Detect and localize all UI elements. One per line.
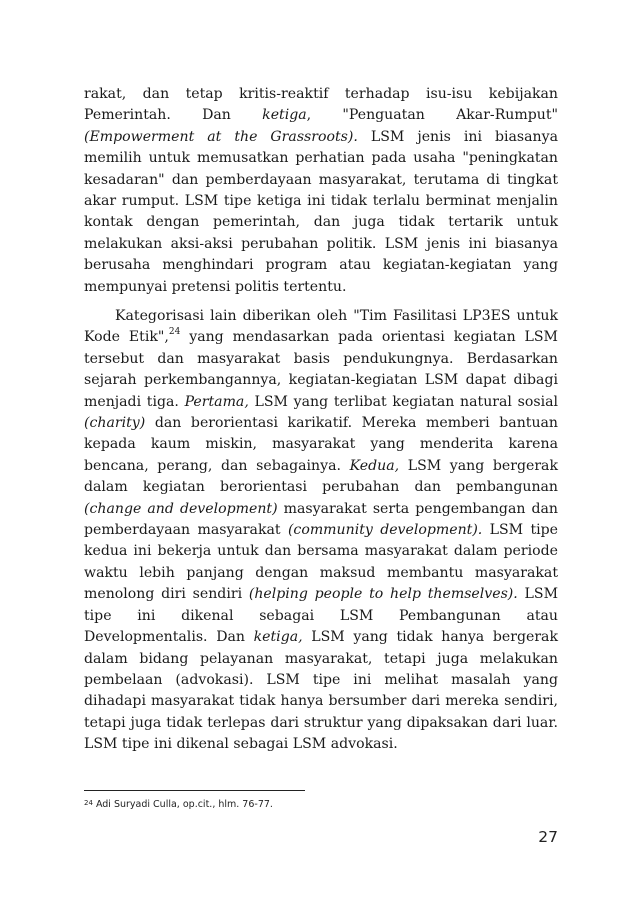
- footnote-divider: [84, 790, 305, 791]
- italic-term: (community development).: [287, 522, 483, 539]
- text-run: masyarakat serta pengembangan dan pemberdayaan masyarakat: [84, 500, 558, 539]
- italic-term: ketiga,: [253, 629, 303, 646]
- footnote-number: 24: [84, 799, 93, 807]
- paragraph-continuation: [84, 84, 558, 298]
- footnote-reference: 24: [168, 327, 181, 338]
- text-run: yang mendasarkan pada orientasi kegiatan LSM tersebut dan masyarakat basis pendukungnya. Berdasarkan sejarah perkembangannya, kegiatan-kegiatan LSM dapat dibagi menjadi tiga.: [84, 329, 558, 410]
- text-run: Kategorisasi lain diberikan oleh "Tim Fasilitasi LP3ES untuk Kode Etik",: [84, 308, 558, 346]
- text-run: LSM yang terlibat kegiatan natural sosial: [248, 393, 559, 410]
- text-run: dan berorientasi karikatif. Mereka memberi bantuan kepada kaum miskin, masyarakat yang menderita karena bencana, perang, dan sebagainya.: [84, 415, 558, 474]
- text-run: LSM jenis ini biasanya memilih untuk memusatkan perhatian pada usaha "peningkatan kesadaran" dan pemberdayaan masyarakat, terutama di tingkat akar rumput. LSM tipe ketiga ini tidak terlalu berminat menjalin kontak dengan pemerintah, dan juga tidak tertarik untuk melakukan aksi-aksi perubahan politik. LSM jenis ini biasanya berusaha menghindari program atau kegiatan-kegiatan yang mempunyai pretensi politis tertentu.: [84, 128, 558, 295]
- italic-term: Pertama,: [184, 393, 249, 410]
- text-run: , "Penguatan Akar-Rumput": [306, 107, 558, 124]
- text-run: rakat, dan tetap kritis-reaktif terhadap isu-isu kebijakan Pemerintah. Dan: [84, 86, 558, 124]
- italic-term: (Empowerment at the Grassroots).: [84, 128, 358, 145]
- italic-term: Kedua,: [349, 457, 400, 474]
- text-run: LSM tipe kedua ini bekerja untuk dan bersama masyarakat dalam periode waktu lebih panjang dengan maksud membantu masyarakat menolong diri sendiri: [84, 522, 558, 603]
- page-number: 27: [538, 828, 558, 846]
- text-run: LSM tipe ini dikenal sebagai LSM Pembangunan atau Developmentalis. Dan: [84, 586, 559, 646]
- footnote: [84, 799, 273, 810]
- italic-term: ketiga: [262, 107, 307, 124]
- italic-term: (change and development): [84, 500, 278, 517]
- text-run: LSM yang bergerak dalam kegiatan berorientasi perubahan dan pembangunan: [84, 457, 558, 496]
- footnote-text: Adi Suryadi Culla, op.cit., hlm. 76-77.: [92, 799, 273, 810]
- text-run: LSM yang tidak hanya bergerak dalam bidang pelayanan masyarakat, tetapi juga melakukan pembelaan (advokasi). LSM tipe ini melihat masalah yang dihadapi masyarakat tidak hanya bersumber dari mereka sendiri, tetapi juga tidak terlepas dari struktur yang dipaksakan dari luar. LSM tipe ini dikenal sebagai LSM advokasi.: [84, 629, 558, 753]
- italic-term: (helping people to help themselves).: [248, 586, 518, 603]
- paragraph-categorization: [84, 306, 558, 756]
- italic-term: (charity): [84, 415, 146, 432]
